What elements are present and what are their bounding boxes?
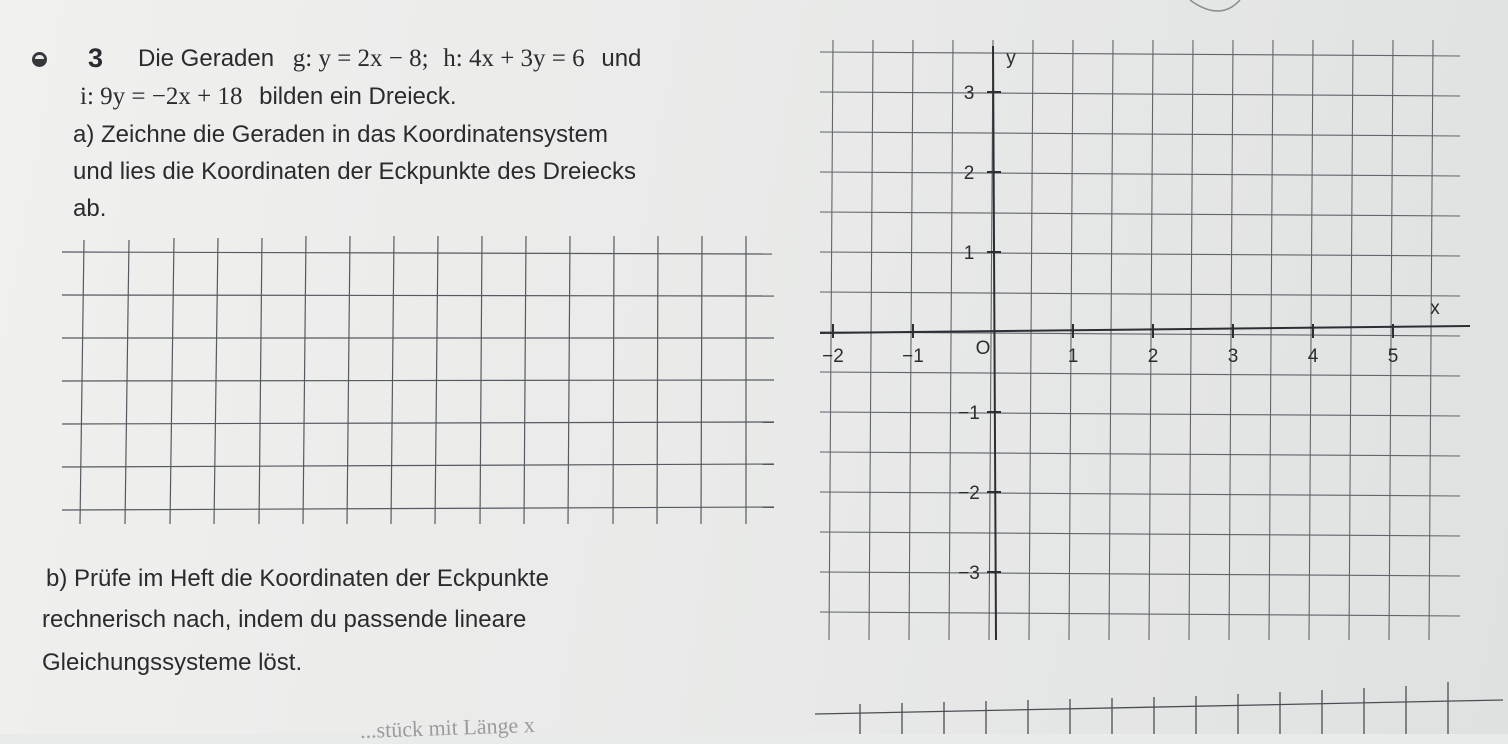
x-tick-label: 5 bbox=[1387, 346, 1399, 367]
y-tick-label: 2 bbox=[963, 163, 975, 184]
difficulty-icon bbox=[32, 52, 47, 67]
x-tick-label: −2 bbox=[822, 346, 844, 367]
grid-line-horizontal bbox=[820, 92, 1460, 96]
grid-line-horizontal bbox=[820, 612, 1460, 616]
coordinate-system bbox=[800, 30, 1500, 670]
grid-line-vertical bbox=[949, 40, 953, 640]
y-tick-label: −3 bbox=[958, 563, 980, 584]
y-axis-label: y bbox=[1006, 48, 1016, 69]
part-b-line-1: b) Prüfe im Heft die Koordinaten der Eckpunkte bbox=[46, 565, 549, 592]
grid-line-horizontal bbox=[820, 372, 1460, 376]
grid-line-vertical bbox=[829, 40, 833, 640]
intro-line-2 bbox=[80, 78, 457, 115]
part-a-line-3: ab. bbox=[73, 195, 107, 222]
next-exercise-grid bbox=[815, 678, 1505, 734]
intro-start: Die Geraden bbox=[138, 45, 275, 72]
equation-g: g: y = 2x − 8; bbox=[292, 45, 429, 72]
grid-line-vertical bbox=[1029, 40, 1033, 640]
grid-line-horizontal bbox=[820, 212, 1460, 216]
grid-line-vertical bbox=[869, 40, 873, 640]
x-tick-label: 4 bbox=[1307, 346, 1319, 367]
equation-h: h: 4x + 3y = 6 bbox=[443, 45, 585, 72]
x-axis-label: x bbox=[1430, 298, 1440, 319]
y-tick-label: 1 bbox=[963, 243, 975, 264]
x-tick-label: 3 bbox=[1227, 346, 1239, 367]
part-b-line-3: Gleichungssysteme löst. bbox=[42, 649, 303, 676]
grid-line-horizontal bbox=[820, 52, 1460, 56]
grid-line-vertical bbox=[1389, 40, 1393, 640]
grid-line-horizontal bbox=[820, 172, 1460, 176]
origin-label: O bbox=[975, 338, 991, 359]
intro-and: und bbox=[601, 45, 642, 72]
grid-line-vertical bbox=[1149, 40, 1153, 640]
x-tick-label: 1 bbox=[1067, 346, 1079, 367]
grid-line-horizontal bbox=[820, 572, 1460, 576]
grid-line-vertical bbox=[909, 40, 913, 640]
grid-line-horizontal bbox=[820, 132, 1460, 136]
y-tick-label: −1 bbox=[958, 403, 980, 424]
equation-i: i: 9y = −2x + 18 bbox=[80, 83, 243, 110]
part-b-line-2: rechnerisch nach, indem du passende lineare bbox=[42, 606, 527, 633]
page-edge-curve bbox=[1180, 0, 1260, 20]
exercise-number: 3 bbox=[88, 43, 104, 73]
grid-line-vertical bbox=[1269, 40, 1273, 640]
grid-line-horizontal bbox=[820, 452, 1460, 456]
grid-line-vertical bbox=[1109, 40, 1113, 640]
grid-line-vertical bbox=[1189, 40, 1193, 640]
x-axis bbox=[820, 326, 1470, 333]
grid-line-vertical bbox=[1309, 40, 1313, 640]
partial-next-text: ...stück mit Länge x bbox=[359, 711, 536, 744]
x-tick-label: 2 bbox=[1147, 346, 1159, 367]
part-a-line-2: und lies die Koordinaten der Eckpunkte des Dreiecks bbox=[73, 158, 636, 185]
part-a-line-1: a) Zeichne die Geraden in das Koordinatensystem bbox=[73, 121, 608, 148]
answer-grid bbox=[62, 232, 782, 532]
grid-line-horizontal bbox=[820, 492, 1460, 496]
grid-line-vertical bbox=[1229, 40, 1233, 640]
y-tick-label: −2 bbox=[958, 483, 980, 504]
grid-line-vertical bbox=[1069, 40, 1073, 640]
grid-line-horizontal bbox=[820, 292, 1460, 296]
y-tick-label: 3 bbox=[963, 83, 975, 104]
grid-line-horizontal bbox=[820, 412, 1460, 416]
intro-end: bilden ein Dreieck. bbox=[259, 83, 457, 110]
grid-line-horizontal bbox=[820, 532, 1460, 536]
intro-line-1 bbox=[138, 40, 641, 77]
y-axis bbox=[993, 46, 996, 640]
grid-line-vertical bbox=[1429, 40, 1433, 640]
x-tick-label: −1 bbox=[902, 346, 924, 367]
grid-line-horizontal bbox=[820, 252, 1460, 256]
grid-line-vertical bbox=[1349, 40, 1353, 640]
